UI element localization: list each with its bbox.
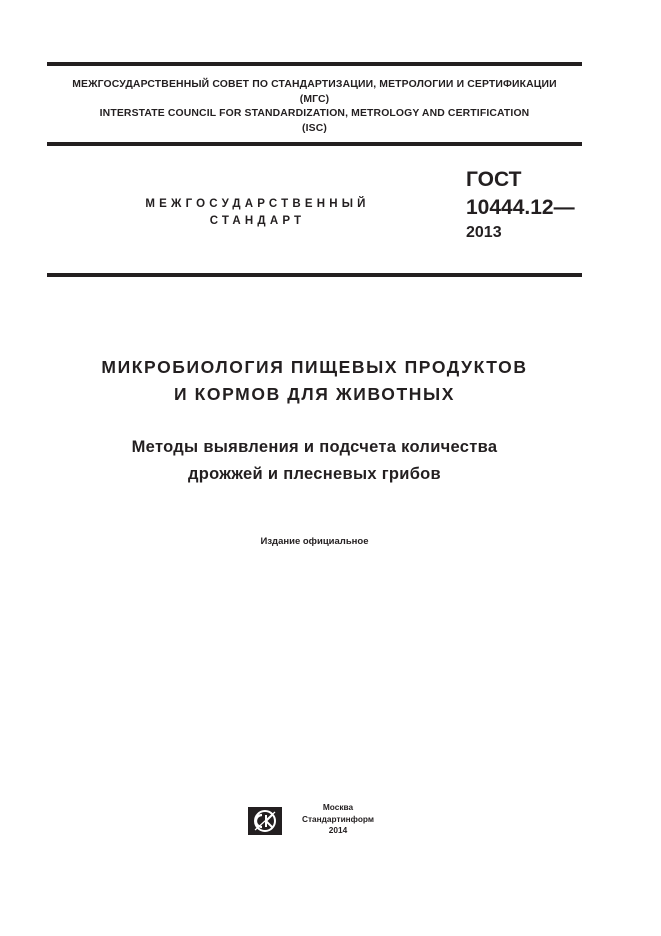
- standard-kind-line1: МЕЖГОСУДАРСТВЕННЫЙ: [145, 198, 370, 210]
- document-title-line1: МИКРОБИОЛОГИЯ ПИЩЕВЫХ ПРОДУКТОВ: [101, 357, 528, 377]
- document-subtitle-line2: дрожжей и плесневых грибов: [187, 465, 442, 483]
- council-abbr-ru: (МГС): [299, 93, 330, 105]
- council-abbr-en: (ISC): [302, 122, 327, 134]
- gost-prefix: ГОСТ: [466, 168, 522, 191]
- gost-number: 10444.12—: [466, 196, 575, 219]
- designation-divider-rule: [47, 273, 582, 277]
- publisher-name: Стандартинформ: [301, 813, 374, 824]
- edition-note: Издание официальное: [260, 536, 369, 547]
- document-title: [47, 354, 582, 408]
- council-name-ru: МЕЖГОСУДАРСТВЕННЫЙ СОВЕТ ПО СТАНДАРТИЗАЦИИ, МЕТРОЛОГИИ И СЕРТИФИКАЦИИ: [72, 79, 557, 90]
- council-header: [47, 78, 582, 136]
- header-divider-rule: [47, 142, 582, 146]
- standartinform-logo-icon: [247, 806, 283, 836]
- document-subtitle-line1: Методы выявления и подсчета количества: [131, 438, 498, 456]
- gost-year: 2013: [466, 224, 502, 241]
- publisher-city: Москва: [322, 802, 354, 812]
- publisher-imprint: [293, 802, 383, 837]
- document-title-line2: И КОРМОВ ДЛЯ ЖИВОТНЫХ: [174, 384, 455, 404]
- top-rule: [47, 62, 582, 66]
- standard-kind-line2: СТАНДАРТ: [209, 215, 306, 227]
- standard-kind: [115, 196, 400, 230]
- gost-designation: [466, 166, 575, 244]
- document-subtitle: [47, 434, 582, 488]
- council-name-en: INTERSTATE COUNCIL FOR STANDARDIZATION, METROLOGY AND CERTIFICATION: [99, 108, 530, 119]
- publisher-year: 2014: [328, 825, 348, 835]
